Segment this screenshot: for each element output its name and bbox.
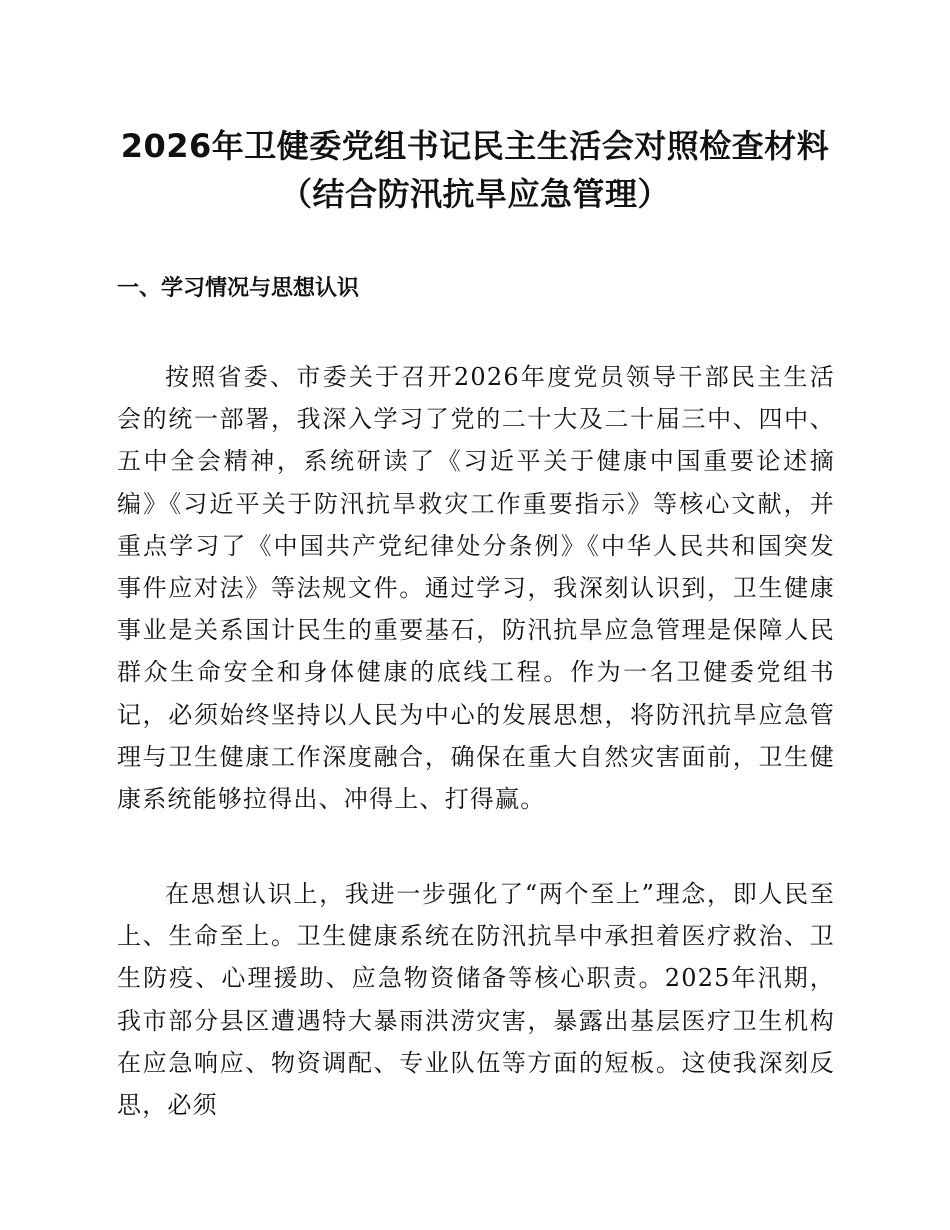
body-paragraph-1: 按照省委、市委关于召开2026年度党员领导干部民主生活会的统一部署，我深入学习了党的二十大及二十届三中、四中、五中全会精神，系统研读了《习近平关于健康中国重要论述摘编》《习近平关于防汛抗旱救灾工作重要指示》等核心文献，并重点学习了《中国共产党纪律处分条例》《中华人民共和国突发事件应对法》等法规文件。通过学习，我深刻认识到，卫生健康事业是关系国计民生的重要基石，防汛抗旱应急管理是保障人民群众生命安全和身体健康的底线工程。作为一名卫健委党组书记，必须始终坚持以人民为中心的发展思想，将防汛抗旱应急管理与卫生健康工作深度融合，确保在重大自然灾害面前，卫生健康系统能够拉得出、冲得上、打得赢。	[117, 363, 835, 814]
document-title: 2026年卫健委党组书记民主生活会对照检查材料（结合防汛抗旱应急管理）	[120, 127, 830, 213]
body-paragraph-2: 在思想认识上，我进一步强化了“两个至上”理念，即人民至上、生命至上。卫生健康系统在防汛抗旱中承担着医疗救治、卫生防疫、心理援助、应急物资储备等核心职责。2025年汛期，我市部分县区遭遇特大暴雨洪涝灾害，暴露出基层医疗卫生机构在应急响应、物资调配、专业队伍等方面的短板。这使我深刻反思，必须	[117, 880, 835, 1120]
section-heading: 一、学习情况与思想认识	[117, 276, 360, 301]
